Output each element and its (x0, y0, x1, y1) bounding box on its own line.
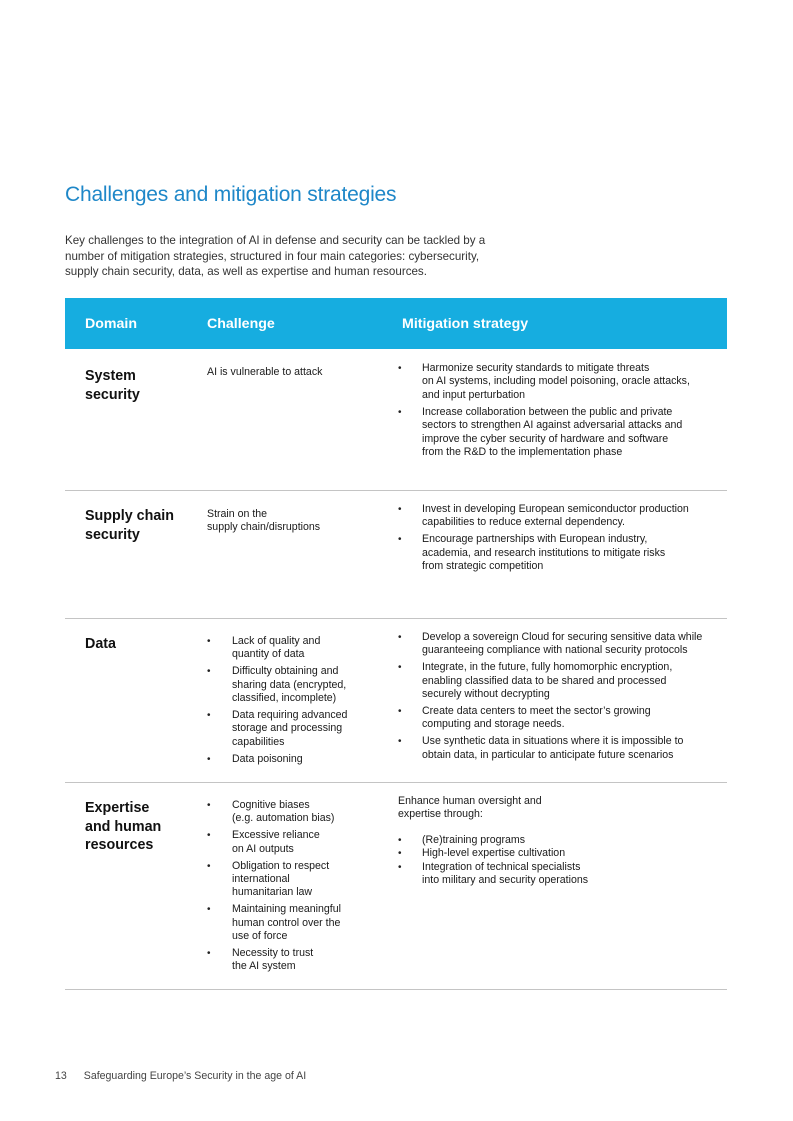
text-line: obtain data, in particular to anticipate future scenarios (422, 748, 674, 761)
mitigation-item (398, 362, 690, 402)
mitigation-cell (398, 362, 690, 463)
challenge-item (207, 709, 347, 749)
text-line: • Invest in developing European semiconductor production (422, 503, 689, 515)
text-line: • Harmonize security standards to mitigate threats (422, 362, 650, 374)
text-line: from the R&D to the implementation phase (422, 445, 623, 458)
text-line: • Encourage partnerships with European industry, (422, 533, 648, 546)
mitigation-list (398, 362, 690, 459)
text-line: sectors to strengthen AI against adversarial attacks and (422, 419, 683, 432)
text-line: improve the cyber security of hardware and software (422, 432, 669, 445)
text-line: (e.g. automation bias) (232, 812, 335, 825)
text-line: • Integration of technical specialists (422, 860, 581, 873)
text-line: • Data requiring advanced (232, 709, 348, 722)
table-row-system-security (65, 349, 727, 490)
mitigation-item (398, 847, 588, 860)
challenge-item (207, 860, 341, 900)
domain-line: security (85, 386, 140, 403)
table-row-supply-chain (65, 491, 727, 618)
intro-line: number of mitigation strategies, structured in four main categories: cybersecurity, (65, 249, 480, 263)
domain-line: System (85, 368, 136, 384)
mitigation-list (398, 631, 702, 762)
text-line: and input perturbation (422, 388, 526, 401)
text-line: computing and storage needs. (422, 718, 565, 731)
challenge-line: AI is vulnerable to attack (207, 366, 323, 378)
text-line: academia, and research institutions to mitigate risks (422, 546, 666, 559)
challenge-cell (207, 366, 322, 379)
domain-cell (85, 799, 161, 855)
text-line: sharing data (encrypted, (232, 678, 347, 691)
challenge-cell (207, 799, 341, 977)
text-line: humanitarian law (232, 886, 313, 899)
challenge-item (207, 665, 347, 705)
mitigation-item (398, 631, 702, 658)
text-line: • Develop a sovereign Cloud for securing sensitive data while (422, 631, 703, 643)
mitigation-item (398, 503, 689, 530)
challenge-item (207, 947, 341, 974)
text-line: storage and processing (232, 722, 343, 735)
text-line: on AI outputs (232, 842, 294, 855)
text-line: the AI system (232, 960, 296, 973)
challenge-item (207, 903, 341, 943)
mitigation-list (398, 503, 689, 574)
text-line: capabilities (232, 735, 285, 748)
text-line: use of force (232, 930, 288, 943)
challenge-line: Strain on the (207, 508, 268, 520)
table-row-data (65, 619, 727, 782)
text-line: • Difficulty obtaining and (232, 665, 339, 678)
table-row-expertise (65, 783, 727, 989)
header-domain: Domain (85, 316, 138, 332)
mitigation-intro (398, 795, 588, 822)
challenge-list (207, 635, 347, 766)
mitigation-item (398, 861, 588, 888)
mitigation-item (398, 406, 690, 460)
text-line: enabling classified data to be shared and processed (422, 674, 667, 687)
mitigation-item (398, 705, 702, 732)
text-line: Enhance human oversight and (398, 795, 542, 807)
mitigation-item (398, 533, 689, 573)
row-divider (65, 989, 727, 990)
text-line: into military and security operations (422, 874, 589, 887)
text-line: classified, incomplete) (232, 692, 337, 705)
text-line: • Lack of quality and (232, 635, 321, 647)
page-title: Challenges and mitigation strategies (65, 183, 397, 206)
domain-line: resources (85, 837, 154, 853)
text-line: on AI systems, including model poisoning, oracle attacks, (422, 375, 690, 388)
text-line: international (232, 873, 290, 886)
challenge-item (207, 829, 341, 856)
challenge-item (207, 635, 347, 662)
text-line: • Create data centers to meet the sector’s growing (422, 705, 651, 718)
mitigation-item (398, 661, 702, 701)
domain-cell (85, 635, 116, 654)
intro-paragraph (65, 233, 515, 280)
challenge-cell (207, 635, 347, 770)
domain-line: and human (85, 818, 162, 835)
header-challenge: Challenge (207, 316, 275, 332)
text-line: • Increase collaboration between the public and private (422, 405, 673, 418)
intro-line: Key challenges to the integration of AI in defense and security can be tackled by a (65, 234, 486, 247)
footer-text: Safeguarding Europe’s Security in the age of AI (83, 1070, 307, 1082)
mitigation-cell (398, 795, 588, 887)
text-line: expertise through: (398, 808, 483, 821)
text-line: • (Re)training programs (422, 833, 526, 846)
challenge-cell (207, 508, 320, 535)
text-line: • Necessity to trust (232, 947, 314, 960)
text-line: • Maintaining meaningful (232, 903, 341, 916)
mitigation-cell (398, 503, 689, 577)
table-header (65, 298, 727, 349)
text-line: quantity of data (232, 648, 305, 661)
domain-cell (85, 367, 140, 404)
text-line: from strategic competition (422, 560, 544, 573)
text-line: • Cognitive biases (232, 799, 310, 811)
domain-line: Expertise (85, 800, 150, 816)
domain-line: security (85, 526, 140, 543)
intro-line: supply chain security, data, as well as expertise and human resources. (65, 265, 427, 278)
text-line: capabilities to reduce external dependency. (422, 516, 625, 529)
page-number: 13 (55, 1070, 67, 1082)
mitigation-cell (398, 631, 702, 766)
text-line: • Data poisoning (232, 752, 303, 765)
domain-line: Supply chain (85, 508, 174, 524)
header-mitigation: Mitigation strategy (402, 316, 529, 332)
text-line: • Excessive reliance (232, 829, 320, 842)
page-footer (55, 1070, 306, 1082)
challenge-line: supply chain/disruptions (207, 521, 321, 534)
mitigation-item (398, 735, 702, 762)
text-line: securely without decrypting (422, 688, 550, 701)
challenge-item (207, 799, 341, 826)
domain-line: Data (85, 636, 116, 652)
challenge-item (207, 753, 347, 766)
text-line: • Obligation to respect (232, 859, 330, 872)
text-line: • High-level expertise cultivation (422, 847, 566, 860)
text-line: guaranteeing compliance with national security protocols (422, 644, 688, 657)
text-line: • Use synthetic data in situations where it is impossible to (422, 735, 684, 748)
mitigation-list (398, 834, 588, 888)
mitigation-item (398, 834, 588, 847)
text-line: • Integrate, in the future, fully homomorphic encryption, (422, 661, 673, 674)
domain-cell (85, 507, 174, 544)
challenge-list (207, 799, 341, 974)
text-line: human control over the (232, 916, 341, 929)
